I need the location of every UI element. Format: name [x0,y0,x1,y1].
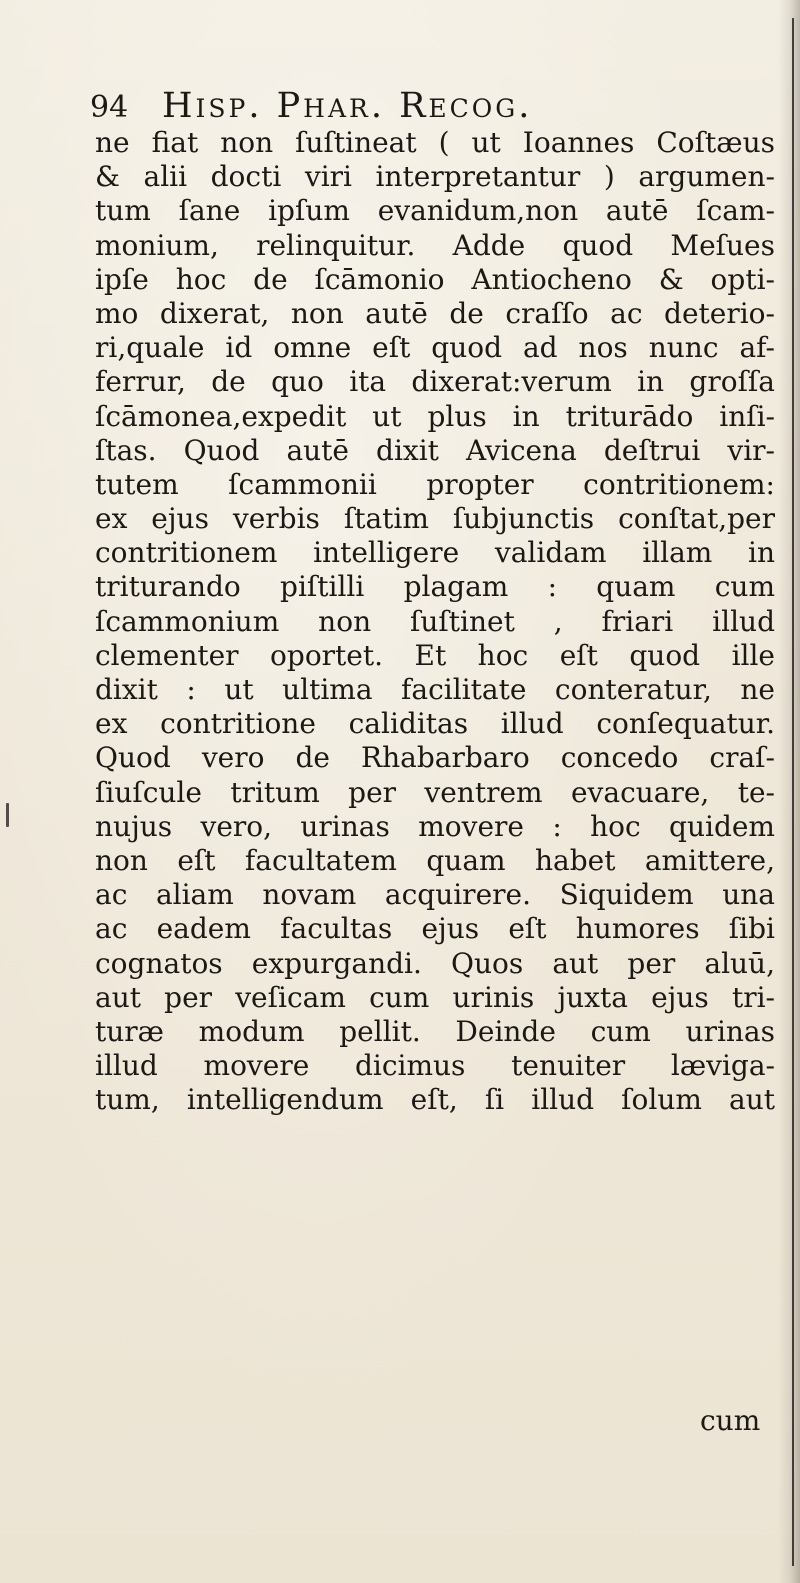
margin-mark [6,803,9,827]
text-line: clementer oportet. Et hoc eſt quod ille [95,638,775,672]
text-line: tutem ſcammonii propter contritionem: [95,467,775,501]
text-line: contritionem intelligere validam illam in [95,536,775,570]
text-line: ſcāmonea,expedit ut plus in triturādo inſi- [95,399,775,433]
text-line: cognatos expurgandi. Quos aut per aluū, [95,946,775,980]
text-line: turæ modum pellit. Deinde cum urinas [95,1014,775,1048]
text-line: ferrur, de quo ita dixerat:verum in groſſa [95,365,775,399]
text-line: ri,quale id omne eſt quod ad nos nunc af- [95,331,775,365]
text-line: monium, relinquitur. Adde quod Meſues [95,228,775,262]
text-line: tum, intelligendum eſt, ſi illud ſolum aut [95,1083,775,1117]
running-title: Hisp. Phar. Recog. [162,86,533,126]
text-line: nujus vero, urinas movere : hoc quidem [95,809,775,843]
text-line: non eſt facultatem quam habet amittere, [95,843,775,877]
text-line: ac aliam novam acquirere. Siquidem una [95,878,775,912]
text-line: aut per veſicam cum urinis juxta ejus tri- [95,980,775,1014]
text-line: dixit : ut ultima facilitate conteratur, ne [95,673,775,706]
catchword: cum [700,1404,761,1437]
text-line: ex contritione caliditas illud conſequatur. [95,707,775,741]
text-line: ex ejus verbis ſtatim ſubjunctis conſtat,per [95,502,775,536]
running-header [90,86,730,126]
body-text [95,126,775,1117]
text-line: & alii docti viri interpretantur ) argumen- [95,160,775,194]
text-line: ipſe hoc de ſcāmonio Antiocheno & opti- [95,262,775,296]
text-line: triturando piſtilli plagam : quam cum [95,570,775,604]
text-line: Quod vero de Rhabarbaro concedo craſ- [95,741,775,775]
text-line: mo dixerat, non autē de craſſo ac deterio- [95,296,775,330]
text-line: ſtas. Quod autē dixit Avicena deſtrui vir- [95,433,775,467]
text-line: ne fiat non ſuſtineat ( ut Ioannes Coſtæus [95,126,775,159]
page-gutter-shadow [778,0,800,1583]
page-edge-line [792,18,794,1566]
text-line: tum ſane ipſum evanidum,non autē ſcam- [95,194,775,228]
text-line: ſcammonium non ſuſtinet , friari illud [95,604,775,638]
text-line: ſiuſcule tritum per ventrem evacuare, te- [95,775,775,809]
text-line: ac eadem facultas ejus eſt humores ſibi [95,912,775,946]
text-line: illud movere dicimus tenuiter læviga- [95,1049,775,1083]
page-number: 94 [90,90,129,125]
